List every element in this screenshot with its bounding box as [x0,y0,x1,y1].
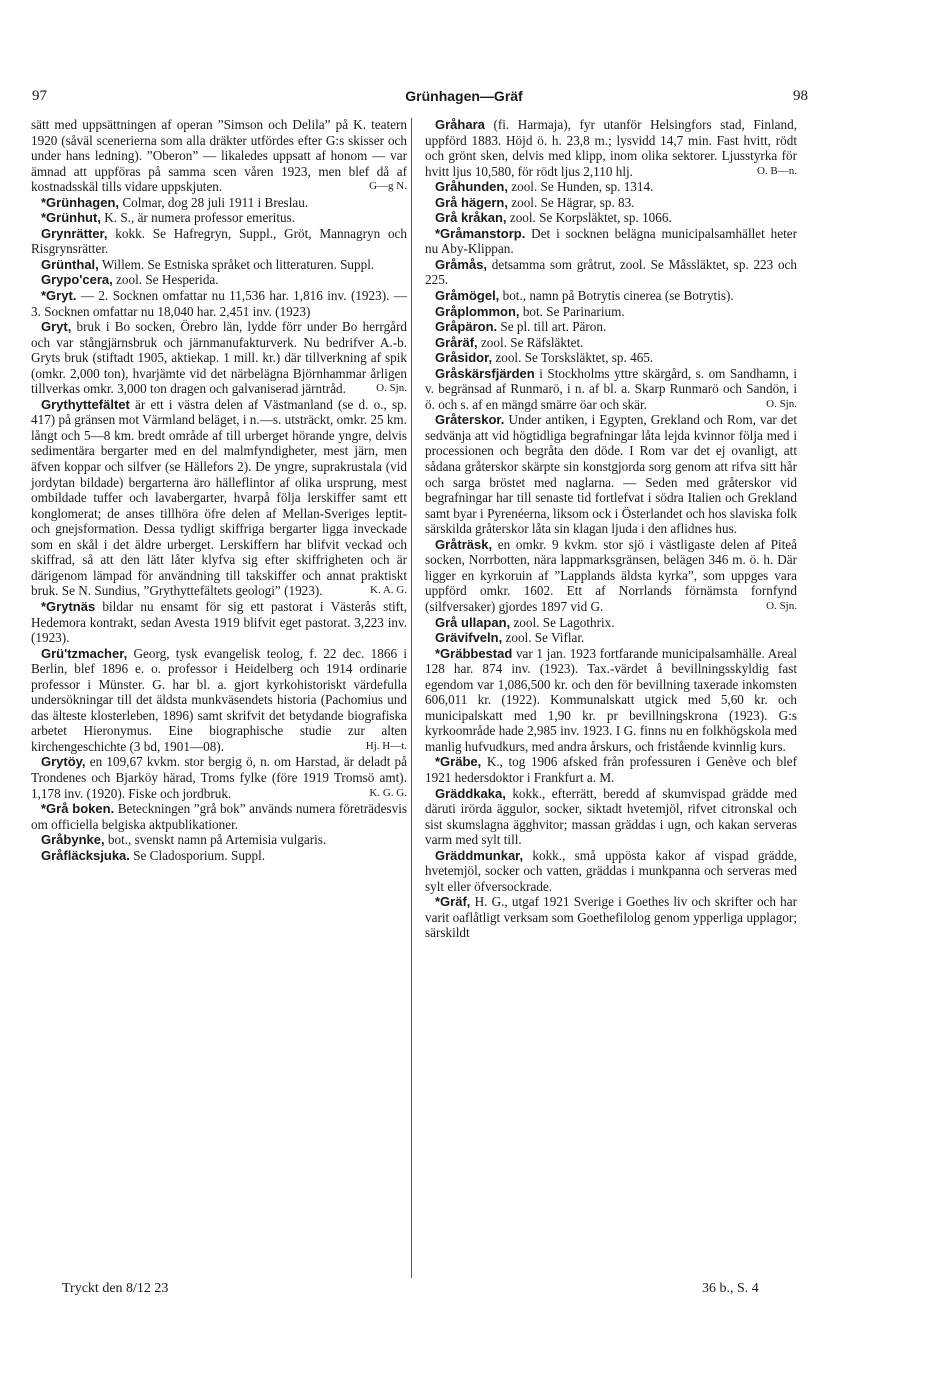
entry-headword: *Grå boken. [41,801,115,817]
dictionary-entry [425,335,797,351]
entry-text: var 1 jan. 1923 fortfarande municipalsamhälle. Areal 128 har. 874 inv. (1923). Tax.-värdet å bevillningsskyldig fast egendom var 1,086,500 kr. och den för bevillning taxerade inkomsten 606,011 kr. (1922). Kommunalskatt utgick med 5,60 kr. och municipalskatt med 1,90 kr. pr bevillningskrona (1923). G:s kyrkoområde hade 2,985 inv. 1923. I G. finns nu en folkhögskola med manlig hufvudkurs, med andra årskurs, och fristående kvinnlig kurs. [425,645,798,754]
column-divider [411,118,412,1278]
entry-text: bruk i Bo socken, Örebro län, lydde förr under Bo herrgård och var stångjärnsbruk och järnmanufakturverk. Nu bedrifver A.-b. Gryts bruk (stiftadt 1905, aktiekap. 1 mill. kr.) där tillverkning af spik (omkr. 2,000 ton), hvarjämte vid det närbelägna Björnhammar årligen tillverkas omkr. 3,000 ton dragen och galvaniserad järntråd. [31,319,407,397]
page-number-left: 97 [32,88,47,104]
dictionary-entry [425,117,797,179]
entry-headword: Gräddmunkar, [435,847,524,863]
entry-text: zool. Se Torsksläktet, sp. 465. [495,350,654,366]
entry-text: en omkr. 9 kvkm. stor sjö i västligaste delen af Piteå socken, Norrbotten, nära lappmarksgränsen, belägen 346 m. ö. h. Där ligger en kyrkoruin af ”Lapplands äldsta kyrka”, som uppges vara uppförd omkr. 1602. Ett af Norrlands förnämsta fornfynd (silfversaker) gjordes 1897 vid G. [425,536,797,614]
entry-text: K. S., är numera professor emeritus. [104,210,296,226]
entry-headword: Grävifveln, [435,630,503,646]
entry-text: zool. Se Korpsläktet, sp. 1066. [509,210,672,226]
entry-headword: Gråskärsfjärden [435,365,535,381]
entry-headword: Gråräf, [435,334,478,350]
entry-headword: Gråfläcksjuka. [41,847,130,863]
entry-text: H. G., utgaf 1921 Sverige i Goethes liv och skrifter och har varit oaflåtligt verksam som Goethefilolog genom ypperliga upplagor; särskildt [425,894,798,941]
left-column [31,117,407,863]
entry-headword: Grå kråkan, [435,210,507,226]
entry-headword: Gräddkaka, [435,785,506,801]
dictionary-entry [31,257,407,273]
dictionary-entry [425,894,797,941]
dictionary-entry [425,615,797,631]
dictionary-entry [425,412,797,536]
dictionary-entry [425,848,797,895]
entry-text: en 109,67 kvkm. stor bergig ö, n. om Harstad, är deladt på Trondenes och Bjarköy härad, Troms fylke (före 1919 Tromsö amt). 1,178 inv. (1920). Fiske och jordbruk. [31,754,408,801]
entry-text: kokk. Se Hafregryn, Suppl., Gröt, Mannagryn och Risgrynsrätter. [31,225,408,257]
author-signature: O. Sjn. [766,397,797,410]
entry-headword: Gråmås, [435,256,488,272]
entry-text: sätt med uppsättningen af operan ”Simson och Delila” på K. teatern 1920 (såväl scenerierna som alla dräkter utfördes efter G:s skisser och under hans ledning). ”Oberon” — likaledes uppsatt af honom — var ämnad att uppföras på samma scen våren 1923, men blef då af kostnadsskäl tills vidare uppskjuten. [31,117,407,195]
entry-headword: *Grünhagen, [41,194,120,210]
entry-headword: Gryt, [41,319,72,335]
entry-headword: Gråhara [435,117,485,132]
entry-text: Under antiken, i Egypten, Grekland och Rom, var det sedvänja att vid högtidliga begrafningar låta lejda kvinnor följa med i processionen och begråta den döde. I Rom var det ej ovanligt, att sådana gråterskor skärpte sin konstgjorda sorg genom att rifva sitt hår och sarga bröstet med naglarna. — Seden med gråterskor vid begrafningar har till senaste tid fortlefvat i södra Italien och Grekland samt byar i Pyrenéerna, liksom ock i Österlandet och hos slaviska folk särskilda gråterskor låta sin klagan ljuda i den aflidnes hus. [425,412,798,537]
entry-headword: Grünthal, [41,256,99,272]
entry-headword: Gråsidor, [435,350,493,366]
entry-text: K., tog 1906 afsked från professuren i Genève och blef 1921 hedersdoktor i Frankfurt a. M. [425,754,797,785]
entry-headword: Gråträsk, [435,536,493,552]
dictionary-entry [31,195,407,211]
author-signature: O. Sjn. [766,599,797,612]
entry-text: zool. Se Viflar. [505,630,585,646]
entry-headword: Grytöy, [41,754,86,770]
entry-text: kokk., små uppösta kakor af vispad grädde, hvetemjöl, socker och vatten, gräddas i munkpanna och serveras med sylt eller öfversockrade. [425,847,797,894]
entry-headword: Grypo'cera, [41,272,113,288]
entry-text: Beteckningen ”grå bok” används numera företrädesvis om officiella belgiska aktpublikationer. [31,801,408,832]
dictionary-entry [425,257,797,288]
dictionary-entry [31,319,407,397]
entry-headword: Gråterskor. [435,412,505,428]
entry-headword: *Grünhut, [41,210,101,226]
dictionary-entry [425,350,797,366]
dictionary-entry [425,630,797,646]
entry-headword: *Gräf, [435,894,471,910]
dictionary-entry [425,646,797,755]
entry-headword: *Gryt. [41,288,77,304]
dictionary-entry [31,288,407,319]
entry-headword: Grå ullapan, [435,614,511,630]
author-signature: K. G. G. [369,786,407,799]
entry-text: detsamma som gråtrut, zool. Se Måssläktet, sp. 223 och 225. [425,256,797,288]
dictionary-entry [31,801,407,832]
entry-headword: *Gräbe, [435,754,482,770]
entry-text: (fi. Harmaja), fyr utanför Helsingfors stad, Finland, uppförd 1883. Höjd ö. h. 23,8 m.; lysvidd 14,7 min. Fast hvitt, rödt och grönt sken, delvis med klipp, inom olika sektorer. Ljusstyrka för hvitt ljus 10,580, för rödt ljus 2,110 hlj. [425,117,797,179]
author-signature: K. A. G. [370,584,407,597]
dictionary-entry [31,117,407,195]
entry-headword: Grü'tzmacher, [41,645,128,661]
entry-text: bot., svenskt namn på Artemisia vulgaris. [107,832,327,848]
entry-text: Det i socknen belägna municipalsamhället heter nu Aby-Klippan. [425,225,797,257]
author-signature: G—g N. [369,180,407,193]
entry-text: i Stockholms yttre skärgård, s. om Sandhamn, i v. begränsad af Runmarö, i n. af bl. a. Skarp Runmarö och Sandön, i ö. och s. af en mängd smärre öar och skär. [425,365,797,412]
entry-headword: Gråpäron. [435,319,498,335]
dictionary-entry [31,646,407,755]
entry-text: Se Cladosporium. Suppl. [133,847,266,863]
dictionary-entry [31,848,407,864]
entry-text: zool. Se Lagothrix. [513,614,615,630]
entry-text: Georg, tysk evangelisk teolog, f. 22 dec. 1866 i Berlin, blef 1896 e. o. professor i Heidelberg och 1914 ordinarie professor i Münster. G. har bl. a. gjort kyrkohistoriskt värdefulla undersökningar till det äldsta munkväsendets historia (Pachomius und das älteste klosterleben, 1896) samt skrifvit det betydande biografiska arbetet Hieronymus. Eine biographische studie zur alten kirchengeschichte (3 bd, 1901—08). [31,645,407,754]
dictionary-entry [31,754,407,801]
page-number-right: 98 [793,88,808,104]
entry-headword: *Gråmanstorp. [435,225,526,241]
right-column [425,117,797,941]
dictionary-entry [425,210,797,226]
dictionary-entry [31,599,407,646]
dictionary-entry [425,754,797,785]
entry-headword: Gråplommon, [435,303,520,319]
entry-headword: *Grytnäs [41,598,96,614]
dictionary-entry [31,832,407,848]
entry-headword: Grythyttefältet [41,396,130,412]
entry-text: Willem. Se Estniska språket och litteraturen. Suppl. [101,256,375,272]
entry-text: zool. Se Hunden, sp. 1314. [511,179,654,195]
entry-headword: Grynrätter, [41,225,108,241]
author-signature: O. Sjn. [376,382,407,395]
dictionary-entry [425,366,797,413]
dictionary-entry [31,397,407,599]
entry-text: bot. Se Parinarium. [522,303,625,319]
running-title: Grünhagen—Gräf [405,88,523,104]
dictionary-entry [425,786,797,848]
author-signature: O. B—n. [756,164,797,177]
entry-text: bildar nu ensamt för sig ett pastorat i Västerås stift, Hedemora kontrakt, sedan Avesta 1919 blifvit eget pastorat. 3,223 inv. (1923). [31,598,407,646]
entry-text: zool. Se Räfsläktet. [480,334,584,350]
author-signature: Hj. H—t. [365,739,407,752]
dictionary-entry [425,537,797,615]
entry-headword: Gråbynke, [41,832,105,848]
entry-text: Colmar, dog 28 juli 1911 i Breslau. [122,194,309,210]
entry-headword: *Gräbbestad [435,645,513,661]
entry-text: — 2. Socknen omfattar nu 11,536 har. 1,816 inv. (1923). — 3. Socknen omfattar nu 18,040 har. 2,451 inv. (1923) [31,288,407,319]
entry-headword: Gråmögel, [435,288,500,304]
dictionary-entry [425,195,797,211]
dictionary-entry [31,272,407,288]
dictionary-entry [425,226,797,257]
entry-headword: Grå hägern, [435,194,508,210]
dictionary-entry [425,288,797,304]
dictionary-entry [425,304,797,320]
dictionary-entry [31,226,407,257]
entry-text: zool. Se Hesperida. [116,272,219,288]
dictionary-entry [425,319,797,335]
entry-text: bot., namn på Botrytis cinerea (se Botrytis). [502,288,734,304]
dictionary-entry [425,179,797,195]
entry-text: är ett i västra delen af Västmanland (se d. o., sp. 417) på gränsen mot Värmland beläget, i n.—s. utsträckt, omkr. 25 km. långt och 5—8 km. bredt område af till urberget hörande yngre, delvis sedimentära bergarter med en del malmfyndigheter, mest järn, men äfven koppar och silfver (se Hällefors 2). De yngre, suprakrustala (vid jordytan bildade) bergarterna äro hälleflintor af olika ursprung, mest ombildade tuffer och lavabergarter, hvarpå följa lerskiffer samt ett konglomerat; de anses tillhöra öfre delen af Mellan-Sveriges leptit- och gnejsformation. Dessa tydligt skiffriga bergarter ligga inveckade som en skål i det äldre urberget. Lerskiffern har blifvit veckad och skiffrad, så att den lätt låter klyfva sig efter skiffrigheten och är därigenom lämpad för användning till takskiffer och annat praktiskt bruk. Se N. Sundius, ”Grythyttefältets geologi” (1923). [31,396,408,599]
entry-text: kokk., efterrätt, beredd af skumvispad grädde med däruti irörda äggulor, socker, siktadt hvetemjöl, rifvet citronskal och sist skumslagna ägghvitor; massan gräddas i ugn, och kakan serveras varm med sylt till. [425,785,797,848]
entry-text: zool. Se Hägrar, sp. 83. [511,194,635,210]
dictionary-entry [31,210,407,226]
print-date: Tryckt den 8/12 23 [62,1281,169,1296]
signature-mark: 36 b., S. 4 [702,1281,759,1296]
entry-headword: Gråhunden, [435,179,508,195]
entry-text: Se pl. till art. Päron. [500,319,607,335]
